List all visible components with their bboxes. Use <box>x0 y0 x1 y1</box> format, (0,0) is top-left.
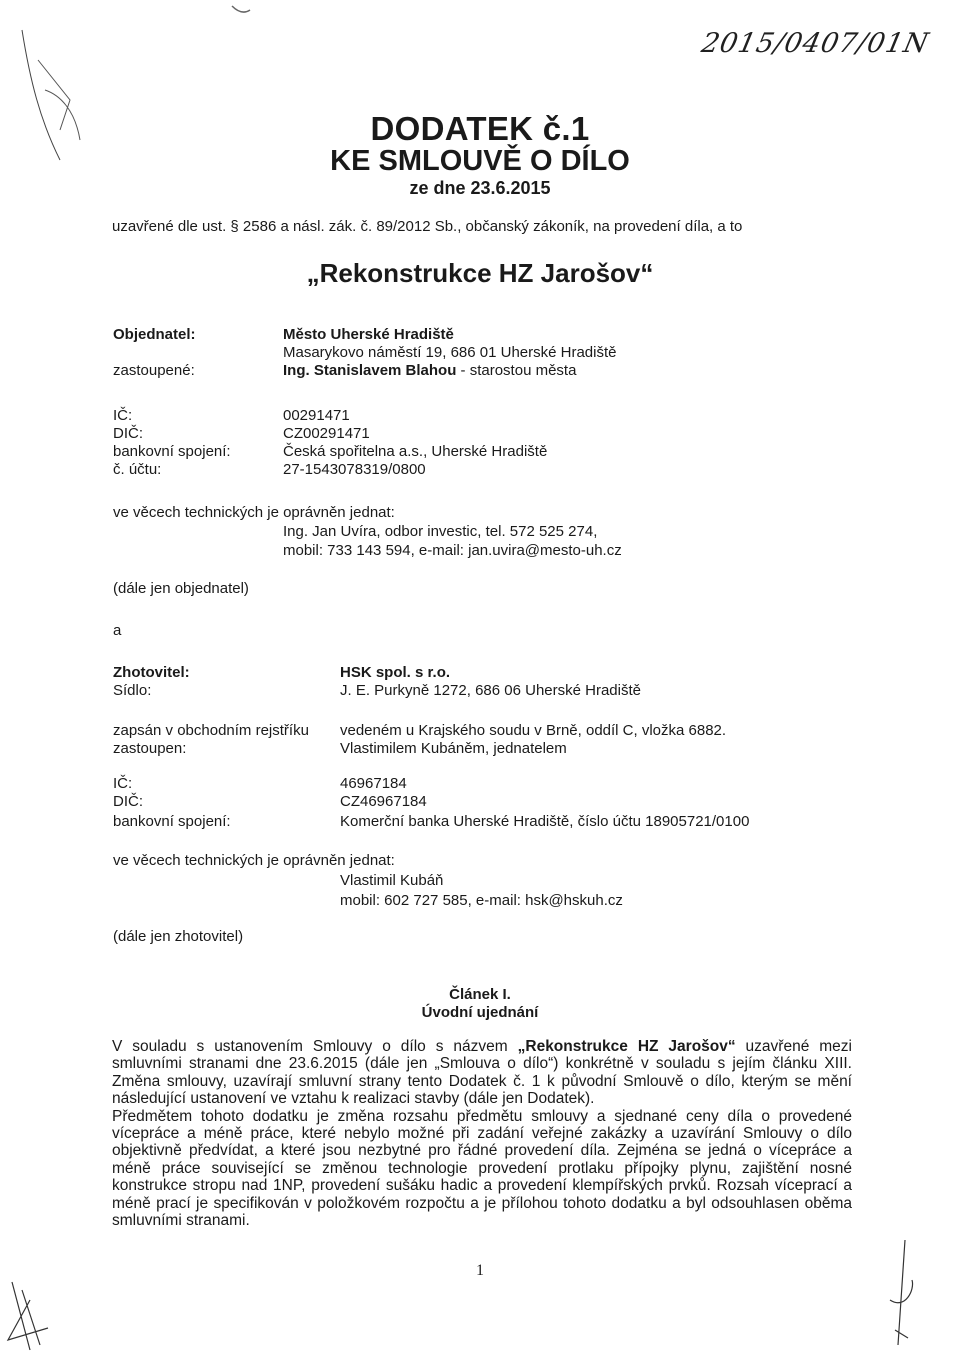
contractor-seat: J. E. Purkyně 1272, 686 06 Uherské Hradiště <box>340 682 641 699</box>
client-bank-label: bankovní spojení: <box>113 443 231 460</box>
document-date: ze dne 23.6.2015 <box>409 178 551 198</box>
contractor-dic: CZ46967184 <box>340 793 427 810</box>
client-dic: CZ00291471 <box>283 425 370 442</box>
contractor-registry: vedeném u Krajského soudu v Brně, oddíl C, vložka 6882. <box>340 722 727 739</box>
bottom-left-initials <box>8 1282 48 1350</box>
project-name: „Rekonstrukce HZ Jarošov“ <box>306 258 654 288</box>
contractor-seat-label: Sídlo: <box>113 682 152 699</box>
client-tech-label: ve věcech technických je oprávněn jednat: <box>113 504 395 521</box>
contractor-ic-label: IČ: <box>113 775 133 792</box>
client-address: Masarykovo náměstí 19, 686 01 Uherské Hradiště <box>283 344 617 361</box>
top-corner-hook <box>232 6 250 12</box>
document-subtitle: KE SMLOUVĚ O DÍLO <box>330 145 630 177</box>
article-number: Článek I. <box>449 986 511 1003</box>
contractor-ic: 46967184 <box>340 775 407 792</box>
legal-basis: uzavřené dle ust. § 2586 a násl. zák. č. 89/2012 Sb., občanský zákoník, na provedení díla, a to <box>112 218 743 235</box>
contractor-label: Zhotovitel: <box>113 664 190 681</box>
client-tech-person: Ing. Jan Uvíra, odbor investic, tel. 572 525 274, <box>283 523 598 540</box>
contractor-tech-contact: mobil: 602 727 585, e-mail: hsk@hskuh.cz <box>340 892 623 909</box>
article-p1-rest: uzavřené mezi smluvními stranami dne 23.6.2015 (dále jen „Smlouva o dílo“) konkrétně v souladu s jejím článku XIII. Změna smlouvy, uzavírají smluvní strany tento Dodatek č. 1 k původní Smlouvě o dílo, kterým se mění následující ustanovení ve vztahu k realizaci stavby (dále jen Dodatek). <box>112 1038 852 1108</box>
handwritten-reference-number: 2015/0407/01N <box>698 28 932 59</box>
client-label: Objednatel: <box>113 326 196 343</box>
client-represented-name: Ing. Stanislavem Blahou <box>283 362 457 379</box>
client-represented <box>283 362 576 379</box>
contractor-dic-label: DIČ: <box>113 793 143 810</box>
article-body <box>112 1038 852 1229</box>
contractor-tech-person: Vlastimil Kubáň <box>340 872 444 889</box>
page-number: 1 <box>476 1262 484 1279</box>
contractor-represented: Vlastimilem Kubáněm, jednatelem <box>340 740 567 757</box>
client-represented-label: zastoupené: <box>113 362 195 379</box>
client-alias: (dále jen objednatel) <box>113 580 249 597</box>
contractor-alias: (dále jen zhotovitel) <box>113 928 244 945</box>
contractor-tech-label: ve věcech technických je oprávněn jednat: <box>113 852 395 869</box>
client-ic-label: IČ: <box>113 407 133 424</box>
conjunction: a <box>113 622 122 639</box>
client-account-label: č. účtu: <box>113 461 162 478</box>
contractor-bank-label: bankovní spojení: <box>113 813 231 830</box>
article-p1-start: V souladu s ustanovením Smlouvy o dílo s názvem <box>112 1038 518 1055</box>
client-name: Město Uherské Hradiště <box>283 326 454 343</box>
document-title: DODATEK č.1 <box>370 110 590 147</box>
contractor-represented-label: zastoupen: <box>113 740 187 757</box>
bottom-right-initials <box>890 1240 913 1345</box>
client-dic-label: DIČ: <box>113 425 143 442</box>
article-paragraph-2: Předmětem tohoto dodatku je změna rozsahu předmětu smlouvy a sjednané ceny díla o provedené vícepráce a méně práce, které nebylo možné při zadání veřejné zakázky a uzavírání Smlouvy o dílo objektivně předvídat, a které jsou nezbytné pro řádné provedení díla. Zejména se jedná o vícepráce a méně práce související se změnou technologie provedení protlaku přípojky plynu, zajištění nosné konstrukce stropu nad 1NP, provedení sušáku hadic a provedení klempířských prvků. Rozsah víceprací a méně prací je specifikován v položkovém rozpočtu a je přílohou tohoto dodatku a byl odsouhlasen oběma smluvními stranami. <box>112 1107 852 1230</box>
contractor-bank: Komerční banka Uherské Hradiště, číslo účtu 18905721/0100 <box>340 813 750 830</box>
article-paragraph-1 <box>112 1038 852 1108</box>
article-title: Úvodní ujednání <box>421 1004 539 1021</box>
client-represented-role: - starostou města <box>460 362 577 379</box>
article-p1-contract-name: „Rekonstrukce HZ Jarošov“ <box>517 1038 736 1055</box>
client-ic: 00291471 <box>283 407 350 424</box>
client-account: 27-1543078319/0800 <box>283 461 426 478</box>
client-bank: Česká spořitelna a.s., Uherské Hradiště <box>283 443 548 460</box>
contractor-registry-label: zapsán v obchodním rejstříku <box>113 722 309 739</box>
client-tech-contact: mobil: 733 143 594, e-mail: jan.uvira@mesto-uh.cz <box>283 542 622 559</box>
contractor-name: HSK spol. s r.o. <box>340 664 451 681</box>
